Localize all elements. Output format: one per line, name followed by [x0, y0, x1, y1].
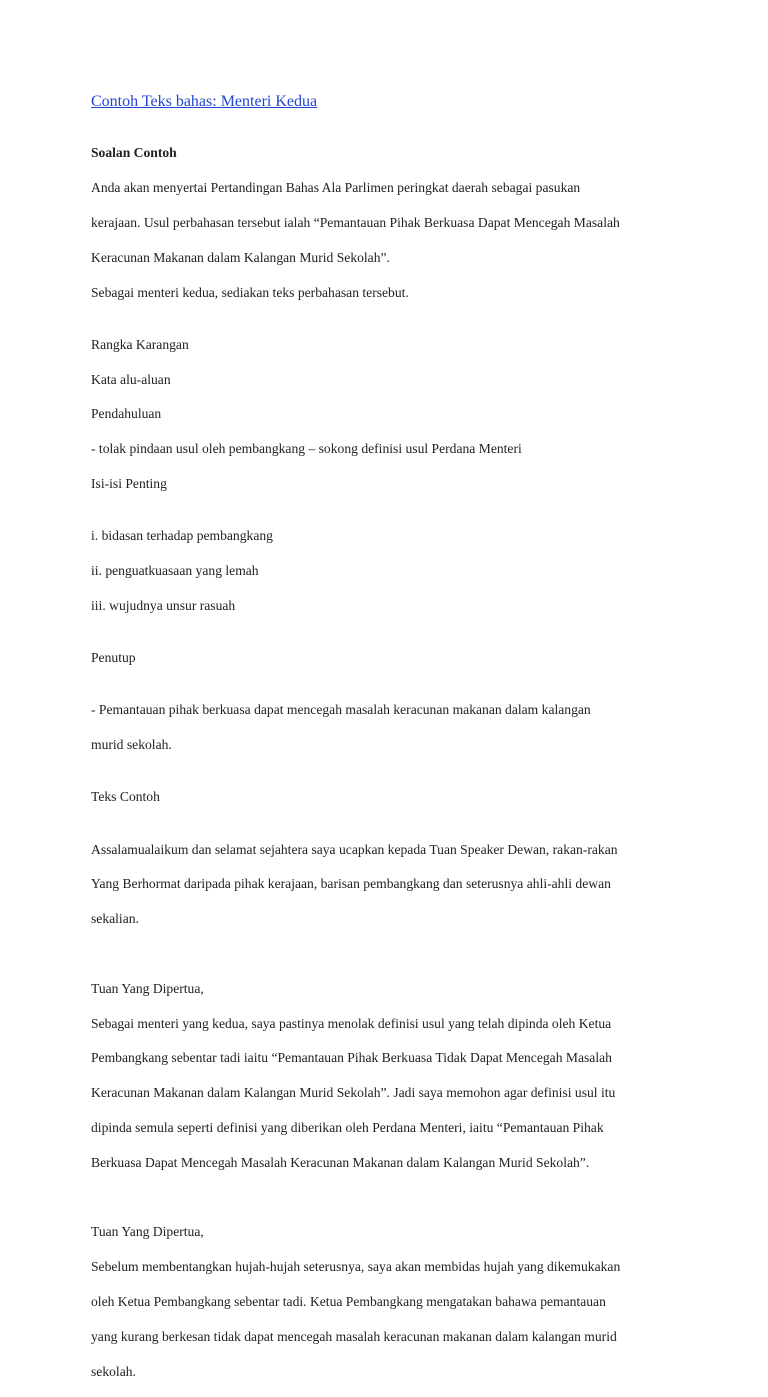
paragraph-line: sekalian.	[91, 911, 139, 927]
penutup-line: - Pemantauan pihak berkuasa dapat mencegah masalah keracunan makanan dalam kalangan	[91, 702, 591, 718]
kata-aluan-heading: Kata alu-aluan	[91, 371, 171, 387]
paragraph-line: dipinda semula seperti definisi yang diberikan oleh Perdana Menteri, iaitu “Pemantauan Pihak	[91, 1119, 604, 1135]
soalan-section	[91, 127, 691, 318]
soalan-line: Sebagai menteri kedua, sediakan teks perbahasan tersebut.	[91, 284, 409, 300]
paragraph-line: Sebelum membentangkan hujah-hujah seterusnya, saya akan membidas hujah yang dikemukakan	[91, 1259, 621, 1275]
document-title-link[interactable]: Contoh Teks bahas: Menteri Kedua	[91, 93, 318, 110]
teks-paragraph-2	[91, 962, 691, 1188]
teks-paragraph-3	[91, 1206, 691, 1397]
pendahuluan-heading: Pendahuluan	[91, 406, 162, 422]
paragraph-line: yang kurang berkesan tidak dapat mencegah masalah keracunan makanan dalam kalangan murid	[91, 1328, 617, 1344]
paragraph-line: Tuan Yang Dipertua,	[91, 1224, 204, 1240]
penutup-line: murid sekolah.	[91, 737, 172, 753]
pendahuluan-point: - tolak pindaan usul oleh pembangkang – sokong definisi usul Perdana Menteri	[91, 441, 522, 457]
list-item: ii. penguatkuasaan yang lemah	[91, 563, 259, 579]
isi-list	[91, 510, 691, 632]
isi-heading: Isi-isi Penting	[91, 476, 167, 492]
list-item: iii. wujudnya unsur rasuah	[91, 597, 236, 613]
paragraph-line: Sebagai menteri yang kedua, saya pastinya menolak definisi usul yang telah dipinda oleh Ketua	[91, 1015, 612, 1031]
paragraph-line: Tuan Yang Dipertua,	[91, 980, 204, 996]
paragraph-line: sekolah.	[91, 1363, 136, 1379]
document-body	[91, 92, 691, 1397]
teks-paragraph-1	[91, 823, 691, 945]
soalan-heading: Soalan Contoh	[91, 145, 177, 161]
penutup-heading: Penutup	[91, 650, 136, 666]
paragraph-line: Yang Berhormat daripada pihak kerajaan, barisan pembangkang dan seterusnya ahli-ahli dewan	[91, 876, 611, 892]
paragraph-line: oleh Ketua Pembangkang sebentar tadi. Ketua Pembangkang mengatakan bahawa pemantauan	[91, 1294, 606, 1310]
soalan-line: Anda akan menyertai Pertandingan Bahas Ala Parlimen peringkat daerah sebagai pasukan	[91, 180, 581, 196]
paragraph-line: Pembangkang sebentar tadi iaitu “Pemantauan Pihak Berkuasa Tidak Dapat Mencegah Masalah	[91, 1050, 612, 1066]
rangka-heading: Rangka Karangan	[91, 336, 189, 352]
teks-heading: Teks Contoh	[91, 789, 160, 805]
paragraph-line: Assalamualaikum dan selamat sejahtera saya ucapkan kepada Tuan Speaker Dewan, rakan-rakan	[91, 841, 618, 857]
paragraph-line: Keracunan Makanan dalam Kalangan Murid Sekolah”. Jadi saya memohon agar definisi usul itu	[91, 1085, 616, 1101]
soalan-line: Keracunan Makanan dalam Kalangan Murid Sekolah”.	[91, 249, 390, 265]
penutup-point	[91, 684, 691, 771]
paragraph-line: Berkuasa Dapat Mencegah Masalah Keracunan Makanan dalam Kalangan Murid Sekolah”.	[91, 1154, 590, 1170]
list-item: i. bidasan terhadap pembangkang	[91, 528, 273, 544]
soalan-line: kerajaan. Usul perbahasan tersebut ialah “Pemantauan Pihak Berkuasa Dapat Mencegah Masalah	[91, 215, 620, 231]
